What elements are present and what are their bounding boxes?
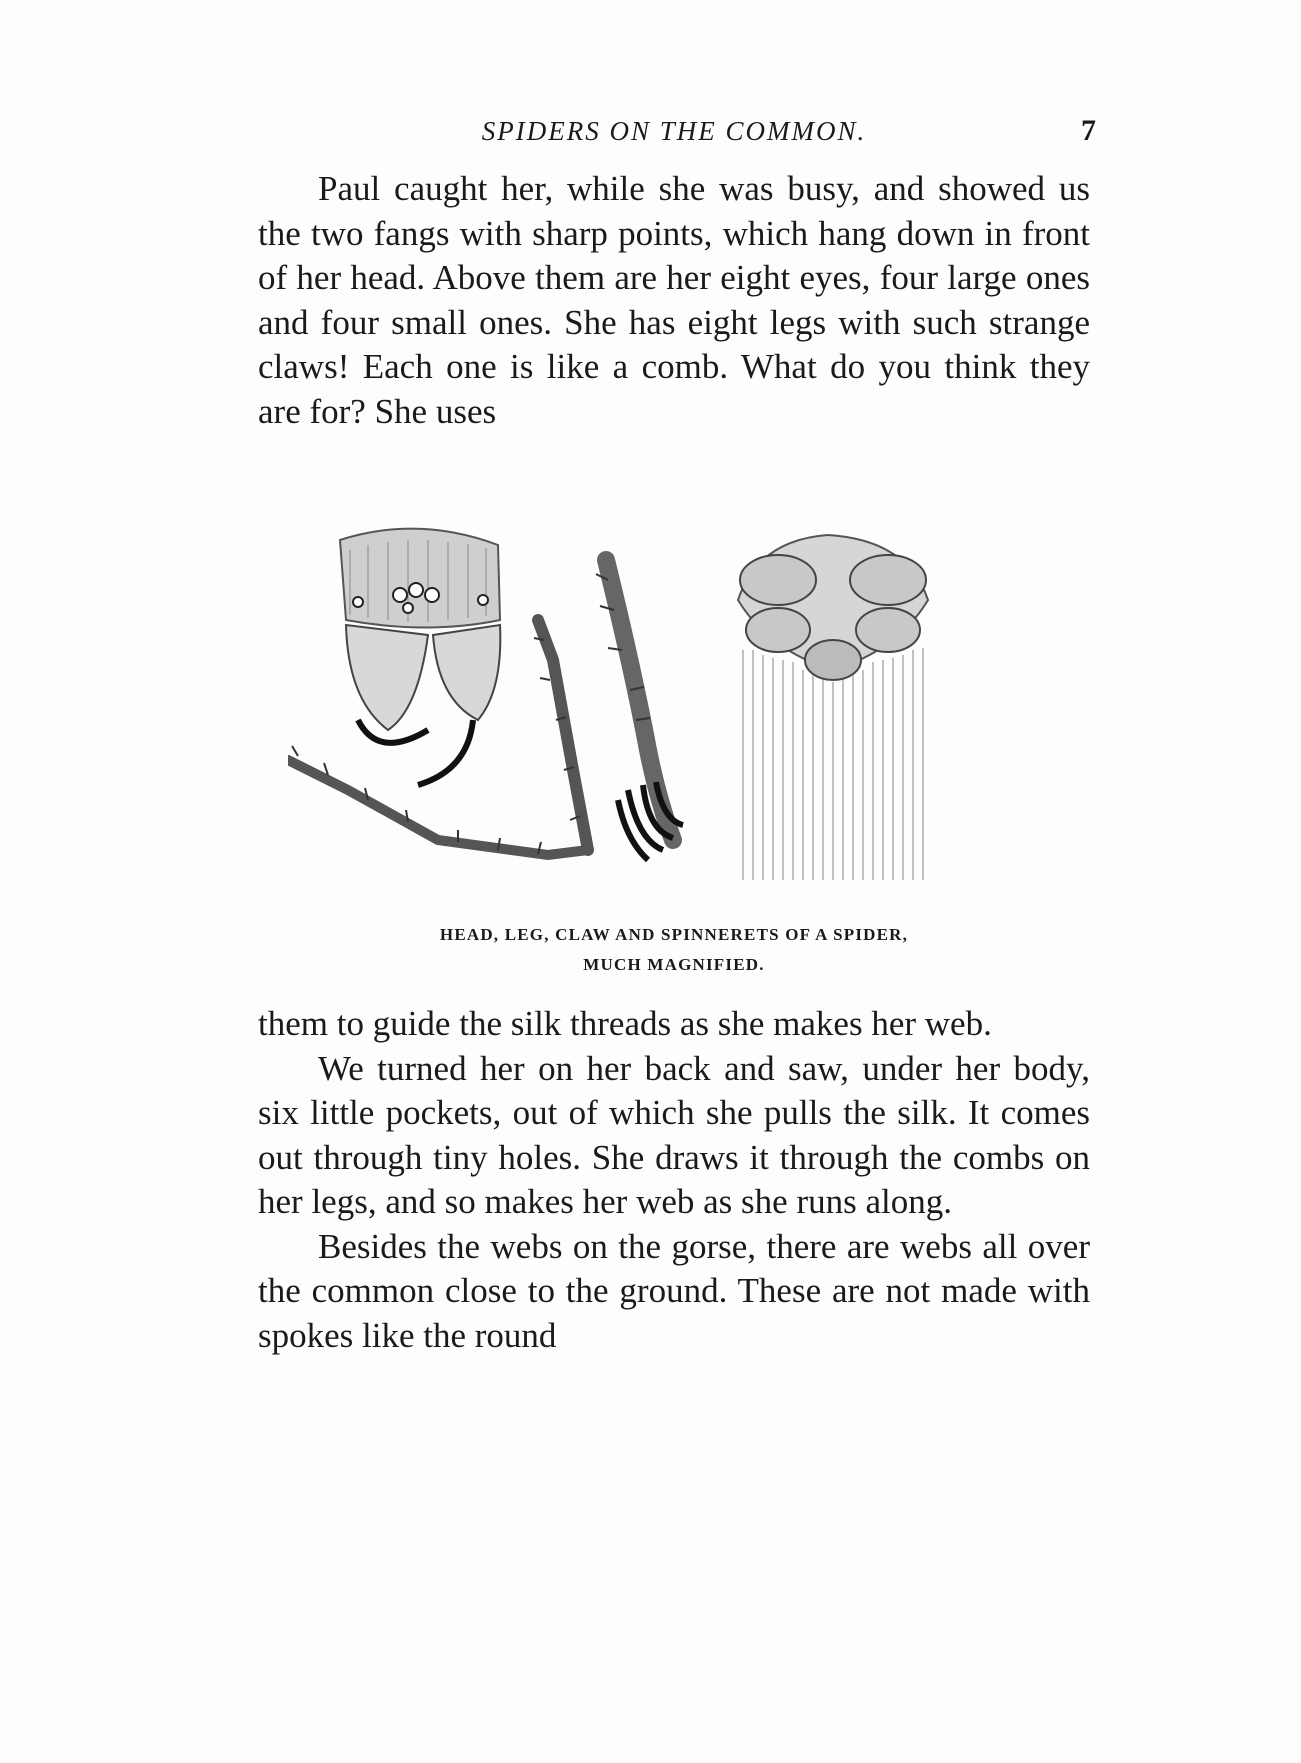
running-head xyxy=(258,112,1096,152)
paragraph-2: We turned her on her back and saw, under her body, six little pockets, out of which she pulls the silk. It comes out through tiny holes. She draws it through the combs on her legs, and so makes her web as she runs along. xyxy=(258,1048,1090,1221)
caption-line-1: HEAD, LEG, CLAW AND SPINNERETS OF A SPIDER, xyxy=(439,925,909,944)
running-title: SPIDERS ON THE COMMON. xyxy=(481,116,867,146)
spider-spinnerets-drawing xyxy=(738,535,928,880)
paragraph-3: Besides the webs on the gorse, there are webs all over the common close to the ground. These are not made with spokes like the round xyxy=(258,1226,1090,1355)
spider-claw-drawing xyxy=(596,560,683,860)
text-block-bottom xyxy=(258,1002,1090,1358)
spider-illustration xyxy=(288,520,1060,920)
paragraph-continuation: them to guide the silk threads as she makes her web. xyxy=(258,1004,992,1043)
figure-caption xyxy=(258,920,1090,980)
text-block-top xyxy=(258,167,1090,434)
page-number: 7 xyxy=(1081,114,1096,147)
paragraph-1: Paul caught her, while she was busy, and showed us the two fangs with sharp points, which hang down in front of her head. Above them are her eight eyes, four large ones and four small ones. She has eight legs with such strange claws! Each one is like a comb. What do you think they are for? She uses xyxy=(258,169,1090,431)
spider-head-drawing xyxy=(340,529,500,785)
caption-line-2: MUCH MAGNIFIED. xyxy=(583,955,765,974)
